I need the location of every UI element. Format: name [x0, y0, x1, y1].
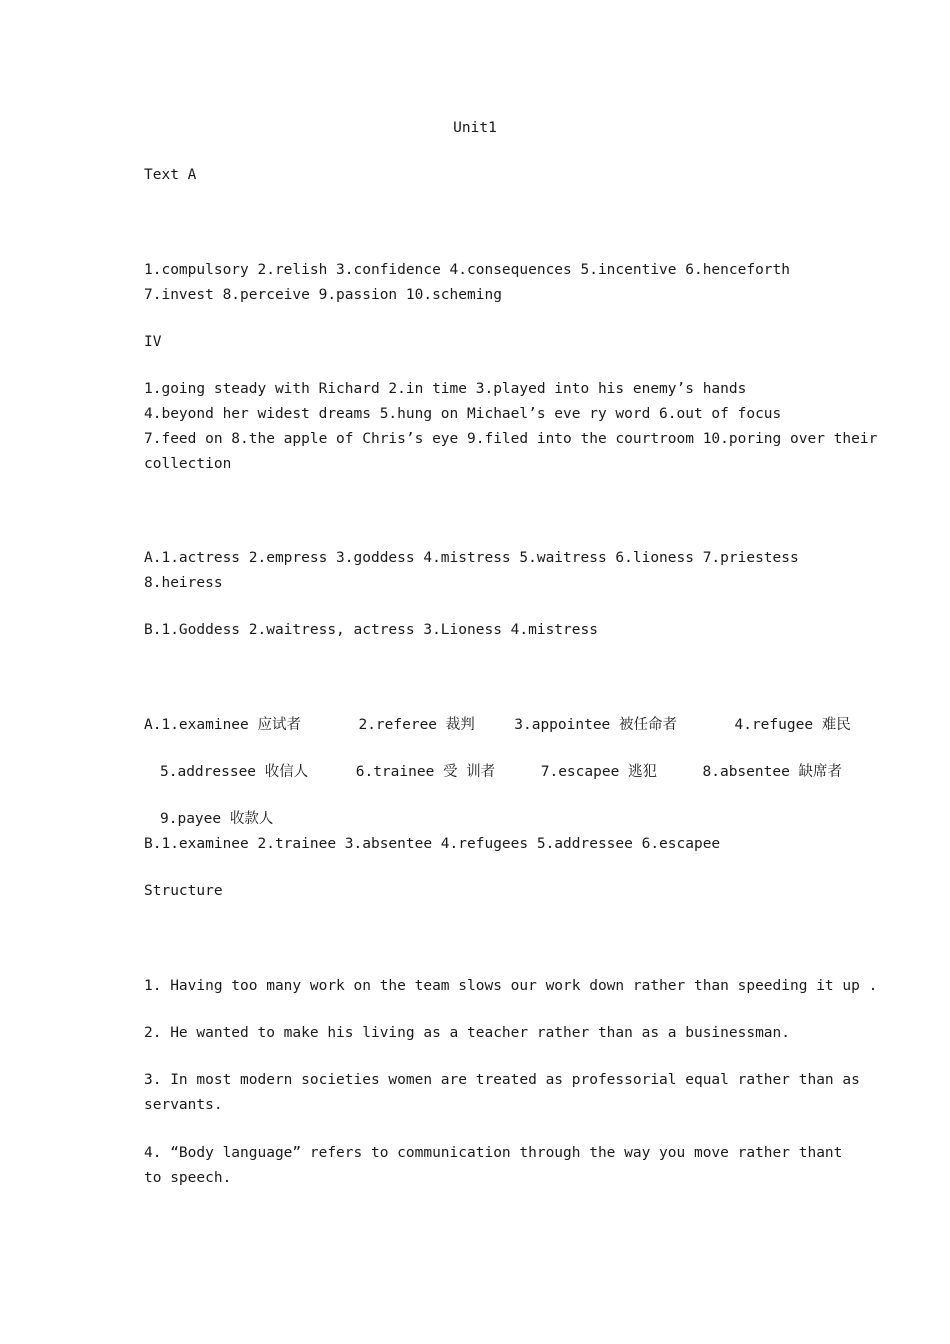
ess-a-answers-line-1: A.1.actress 2.empress 3.goddess 4.mistress 5.waitress 6.lioness 7.priestess: [144, 550, 799, 566]
ee-a-item: 9.payee 收款人: [160, 811, 274, 827]
ee-a-item: A.1.examinee 应试者: [144, 717, 301, 733]
structure-sentence-2: 2. He wanted to make his living as a teacher rather than as a businessman.: [144, 1025, 791, 1041]
structure-sentence-3-line-1: 3. In most modern societies women are treated as professorial equal rather than as: [144, 1072, 860, 1088]
ee-a-item: 3.appointee 被任命者: [514, 717, 678, 733]
ee-b-answers: B.1.examinee 2.trainee 3.absentee 4.refugees 5.addressee 6.escapee: [144, 836, 721, 852]
iv-answers-line-1: 1.going steady with Richard 2.in time 3.played into his enemy’s hands: [144, 381, 747, 397]
vocab-answers-line-2: 7.invest 8.perceive 9.passion 10.scheming: [144, 287, 502, 303]
ess-b-answers: B.1.Goddess 2.waitress, actress 3.Lioness 4.mistress: [144, 622, 598, 638]
iv-answers-line-4: collection: [144, 456, 232, 472]
ee-a-answers-row-1: [144, 713, 851, 738]
ee-a-item: 5.addressee 收信人: [160, 764, 309, 780]
ee-a-answers-row-3: [160, 807, 830, 832]
structure-sentence-1: 1. Having too many work on the team slows our work down rather than speeding it up .: [144, 978, 878, 994]
ee-a-item: 4.refugee 难民: [734, 717, 851, 733]
iv-answers-line-3: 7.feed on 8.the apple of Chris’s eye 9.filed into the courtroom 10.poring over their: [144, 431, 878, 447]
section-heading-text-a: Text A: [144, 167, 197, 183]
structure-sentence-3-line-2: servants.: [144, 1097, 223, 1113]
ee-a-answers-row-2: [160, 760, 843, 785]
ee-a-item: 2.referee 裁判: [358, 717, 475, 733]
ee-a-item: 6.trainee 受 训者: [355, 764, 496, 780]
vocab-answers-line-1: 1.compulsory 2.relish 3.confidence 4.consequences 5.incentive 6.henceforth: [144, 262, 791, 278]
ee-a-item: 7.escapee 逃犯: [540, 764, 658, 780]
exercise-heading-iv: IV: [144, 334, 162, 350]
structure-sentence-4-line-1: 4. “Body language” refers to communication through the way you move rather thant: [144, 1145, 843, 1161]
ess-a-answers-line-2: 8.heiress: [144, 575, 223, 591]
structure-sentence-4-line-2: to speech.: [144, 1170, 232, 1186]
iv-answers-line-2: 4.beyond her widest dreams 5.hung on Michael’s eve ry word 6.out of focus: [144, 406, 782, 422]
page-title: Unit1: [453, 120, 497, 136]
ee-a-item: 8.absentee 缺席者: [702, 764, 843, 780]
section-heading-structure: Structure: [144, 883, 223, 899]
